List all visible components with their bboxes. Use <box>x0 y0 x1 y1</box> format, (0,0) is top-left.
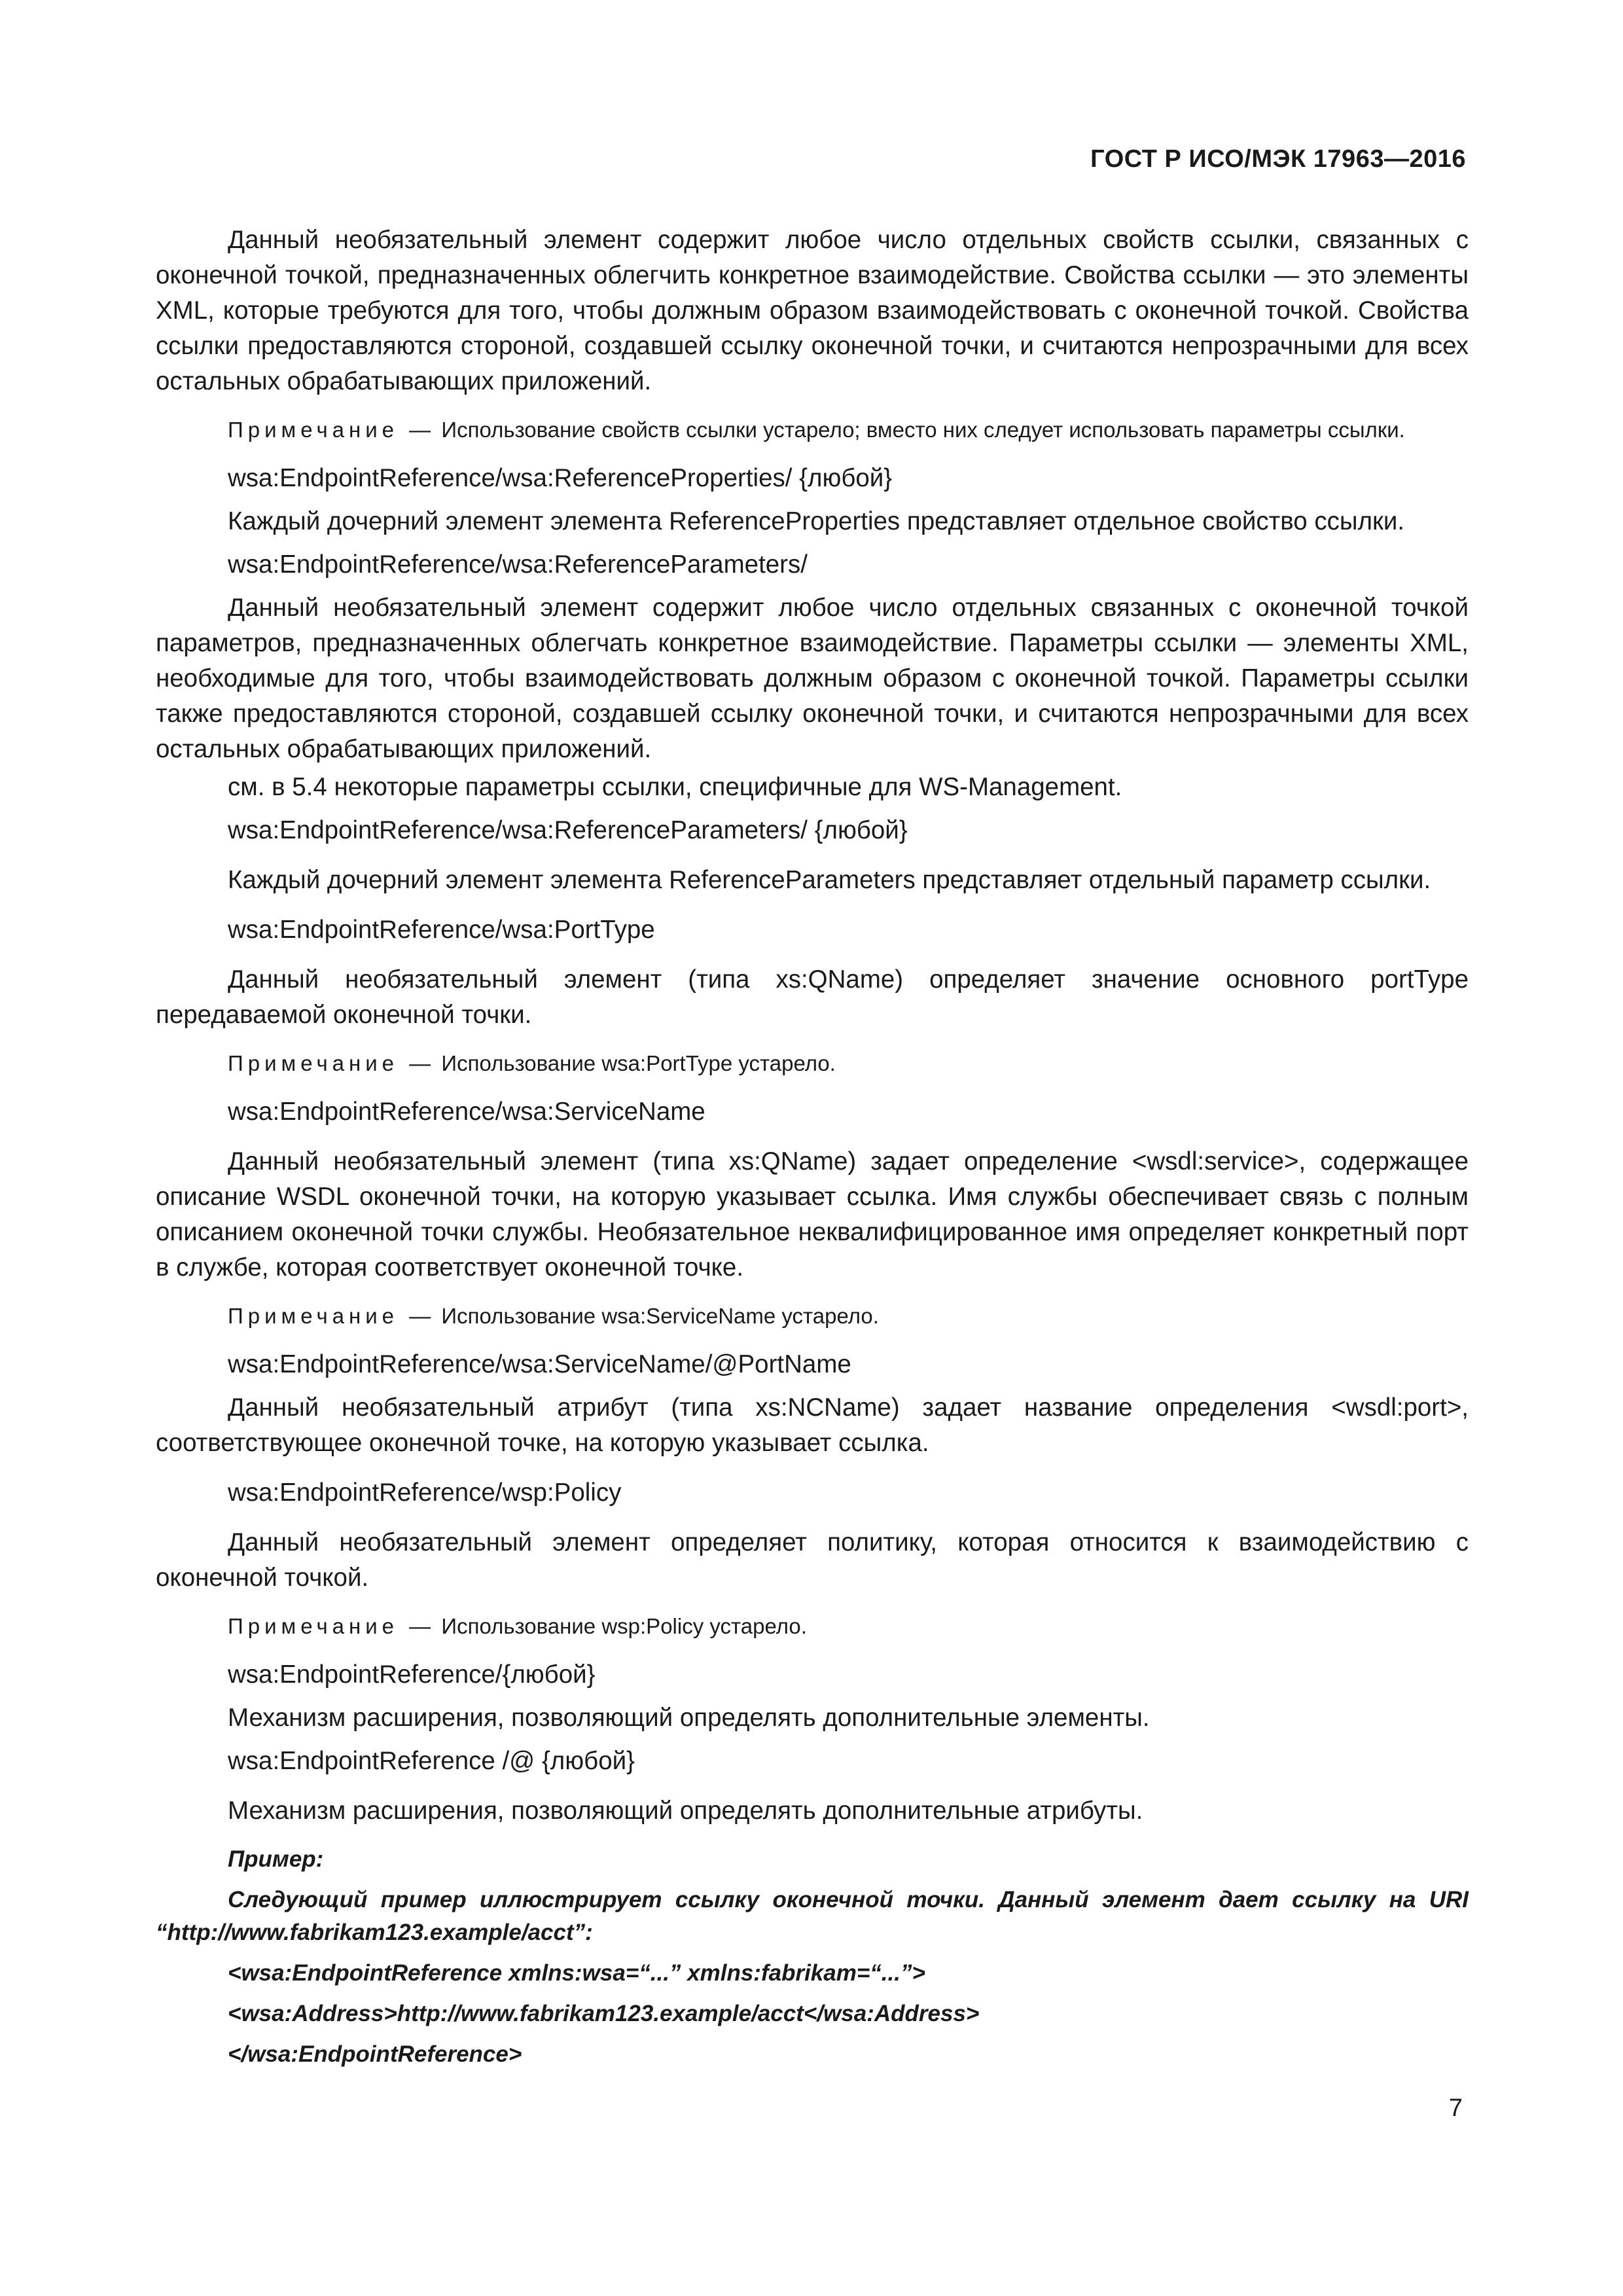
note-label: Примечание — <box>228 1304 436 1328</box>
paragraph: Данный необязательный элемент (типа xs:QName) задает определение <wsdl:service>, содержащее описание WSDL оконечной точки, на которую указывает ссылка. Имя службы обеспечивает связь с полным описанием оконечной точки службы. Необязательное неквалифицированное имя определяет конкретный порт в службе, которая соответствует оконечной точке. <box>156 1147 1469 1282</box>
paragraph: Каждый дочерний элемент элемента ReferenceProperties представляет отдельное свойство ссылки. <box>228 507 1405 535</box>
paragraph: Данный необязательный элемент содержит любое число отдельных свойств ссылки, связанных с оконечной точкой, предназначенных облегчить конкретное взаимодействие. Свойства ссылки — это элементы XML, которые требуются для того, чтобы должным образом взаимодействовать с оконечной точкой. Свойства ссылки предоставляются стороной, создавшей ссылку оконечной точки, и считаются непрозрачными для всех остальных обрабатывающих приложений. <box>156 226 1469 395</box>
note <box>156 414 1469 446</box>
example-heading: Пример: <box>228 1846 324 1872</box>
definition-term: wsa:EndpointReference/wsa:ServiceName <box>228 1098 705 1126</box>
definition-term: wsa:EndpointReference/wsp:Policy <box>228 1479 622 1507</box>
note-text: Использование wsa:PortType устарело. <box>441 1051 836 1075</box>
example-description: Следующий пример иллюстрирует ссылку оконечной точки. Данный элемент дает ссылку на URI “http://www.fabrikam123.example/acct”: <box>156 1887 1469 1945</box>
note-text: Использование wsp:Policy устарело. <box>441 1614 807 1638</box>
definition-term: wsa:EndpointReference/wsa:ReferenceParameters/ {любой} <box>228 816 908 844</box>
note-label: Примечание — <box>228 1614 436 1638</box>
paragraph: Данный необязательный элемент определяет политику, которая относится к взаимодействию с оконечной точкой. <box>156 1528 1469 1592</box>
paragraph: см. в 5.4 некоторые параметры ссылки, специфичные для WS-Management. <box>228 773 1122 801</box>
note <box>156 1047 1469 1080</box>
example-code-line: </wsa:EndpointReference> <box>228 2041 522 2067</box>
definition-term: wsa:EndpointReference/wsa:ReferenceParameters/ <box>228 550 808 579</box>
note-label: Примечание — <box>228 418 436 442</box>
note <box>156 1300 1469 1333</box>
definition-text: Механизм расширения, позволяющий определять дополнительные элементы. <box>228 1704 1150 1732</box>
definition-term: wsa:EndpointReference/wsa:PortType <box>228 916 655 944</box>
definition-text: Механизм расширения, позволяющий определять дополнительные атрибуты. <box>228 1797 1143 1825</box>
definition-term: wsa:EndpointReference /@ {любой} <box>228 1747 635 1775</box>
example-code-line: <wsa:EndpointReference xmlns:wsa=“...” xmlns:fabrikam=“...”> <box>228 1960 925 1986</box>
definition-term: wsa:EndpointReference/wsa:ServiceName/@PortName <box>228 1350 851 1378</box>
paragraph: Данный необязательный элемент (типа xs:QName) определяет значение основного portType передаваемой оконечной точки. <box>156 965 1469 1029</box>
page-number: 7 <box>1448 2094 1463 2122</box>
document-header-title: ГОСТ Р ИСО/МЭК 17963—2016 <box>1090 145 1466 173</box>
definition-term: wsa:EndpointReference/{любой} <box>228 1660 596 1689</box>
paragraph: Данный необязательный атрибут (типа xs:NCName) задает название определения <wsdl:port>, соответствующее оконечной точке, на которую указывает ссылка. <box>156 1393 1469 1457</box>
paragraph: Данный необязательный элемент содержит любое число отдельных связанных с оконечной точкой параметров, предназначенных облегчать конкретное взаимодействие. Параметры ссылки — элементы XML, необходимые для того, чтобы взаимодействовать должным образом с оконечной точкой. Параметры ссылки также предоставляются стороной, создавшей ссылку оконечной точки, и считаются непрозрачными для всех остальных обрабатывающих приложений. <box>156 594 1469 763</box>
document-body <box>156 223 1469 2071</box>
definition-term: wsa:EndpointReference/wsa:ReferenceProperties/ {любой} <box>228 464 893 492</box>
paragraph: Каждый дочерний элемент элемента ReferenceParameters представляет отдельный параметр ссылки. <box>228 866 1431 894</box>
note-text: Использование wsa:ServiceName устарело. <box>441 1304 879 1328</box>
example-code-line: <wsa:Address>http://www.fabrikam123.example/acct</wsa:Address> <box>228 2001 980 2026</box>
note-label: Примечание — <box>228 1051 436 1075</box>
note-text: Использование свойств ссылки устарело; вместо них следует использовать параметры ссылки. <box>441 418 1405 442</box>
note <box>156 1610 1469 1643</box>
